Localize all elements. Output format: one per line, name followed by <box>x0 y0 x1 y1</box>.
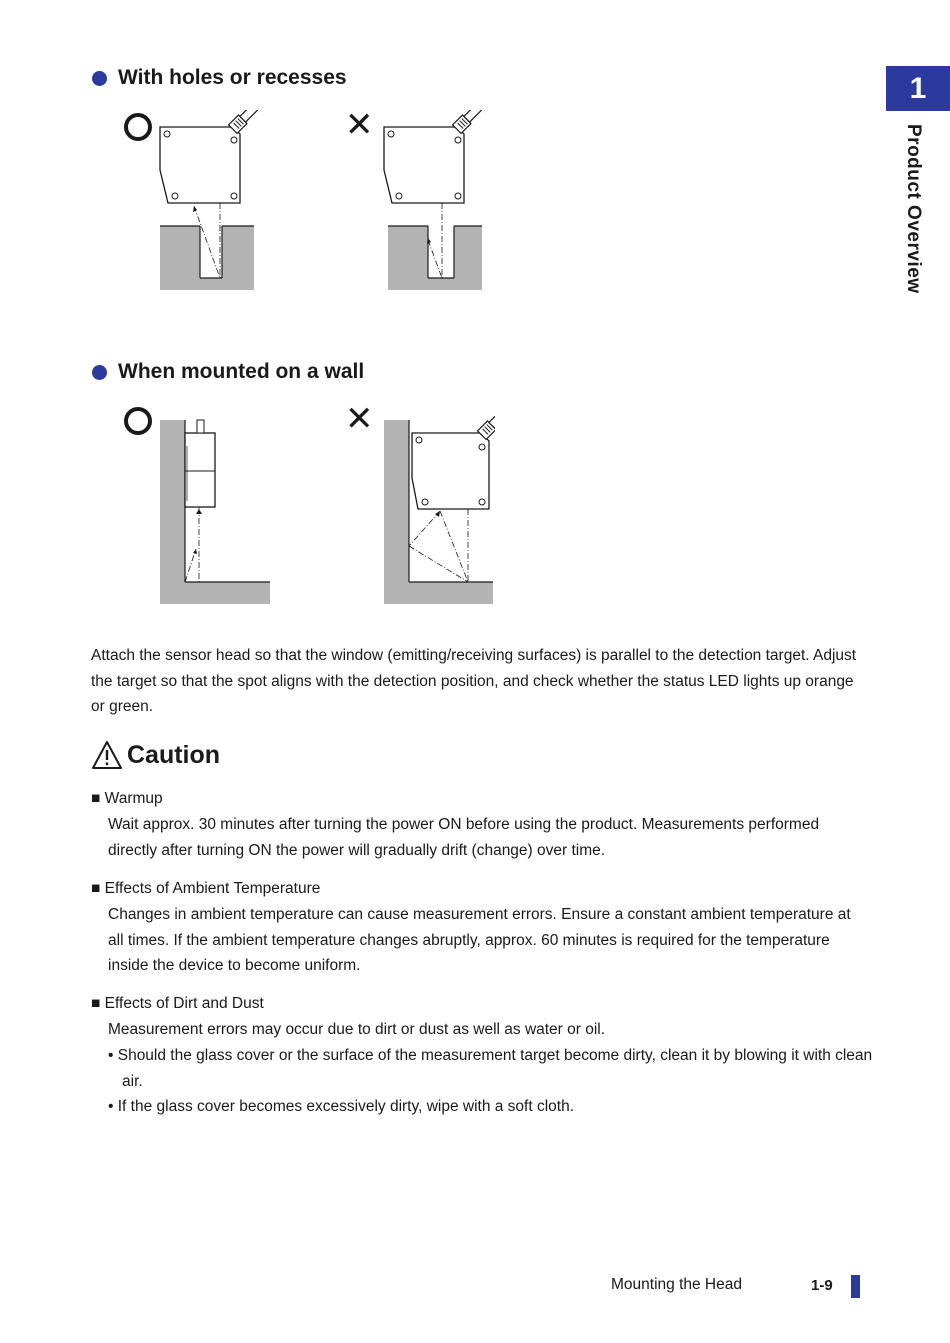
chapter-number: 1 <box>909 71 927 105</box>
warning-triangle-icon <box>91 740 123 770</box>
caution-item-body: Wait approx. 30 minutes after turning the power ON before using the product. Measurements performed directly after turning ON the power will gradually drift (change) over time. <box>108 816 820 859</box>
chapter-label: Product Overview <box>903 124 924 294</box>
chapter-tab <box>886 66 950 111</box>
intro-paragraph: Attach the sensor head so that the window (emitting/receiving surfaces) is parallel to the detection target. Adjust the target so that the spot aligns with the detection position, and check whether the status LED lights up orange or green. <box>91 647 857 715</box>
incorrect-cross-icon: ✕ <box>345 400 374 438</box>
caution-item-heading: ■ Effects of Dirt and Dust <box>91 995 264 1012</box>
figure-wall-incorrect <box>383 416 495 606</box>
caution-heading <box>91 740 220 770</box>
correct-circle-icon <box>124 113 152 141</box>
page-number: 1-9 <box>811 1277 833 1294</box>
section-wall-heading <box>92 360 364 384</box>
incorrect-cross-icon: ✕ <box>345 106 374 144</box>
footer-accent-bar <box>851 1275 860 1298</box>
bullet-dot-icon <box>92 71 107 86</box>
caution-title: Caution <box>127 740 221 769</box>
section-holes-title: With holes or recesses <box>118 66 347 89</box>
correct-circle-icon <box>124 407 152 435</box>
section-holes-heading <box>92 66 347 90</box>
caution-item-body: Measurement errors may occur due to dirt or dust as well as water or oil. <box>108 1021 606 1038</box>
bullet-dot-icon <box>92 365 107 380</box>
caution-item-heading: ■ Warmup <box>91 790 163 807</box>
section-wall-title: When mounted on a wall <box>118 360 365 383</box>
footer-section-title: Mounting the Head <box>611 1276 742 1293</box>
caution-bullet: • If the glass cover becomes excessively dirty, wipe with a soft cloth. <box>108 1098 575 1115</box>
figure-hole-correct <box>158 110 258 292</box>
figure-hole-incorrect <box>382 110 482 292</box>
figure-wall-correct <box>160 416 272 606</box>
caution-bullet: • Should the glass cover or the surface of the measurement target become dirty, clean it by blowing it with clean air. <box>108 1047 873 1090</box>
caution-item-heading: ■ Effects of Ambient Temperature <box>91 880 321 897</box>
caution-item-body: Changes in ambient temperature can cause measurement errors. Ensure a constant ambient temperature at all times. If the ambient temperature changes abruptly, approx. 60 minutes is required for the temperature inside the device to become uniform. <box>108 906 851 974</box>
